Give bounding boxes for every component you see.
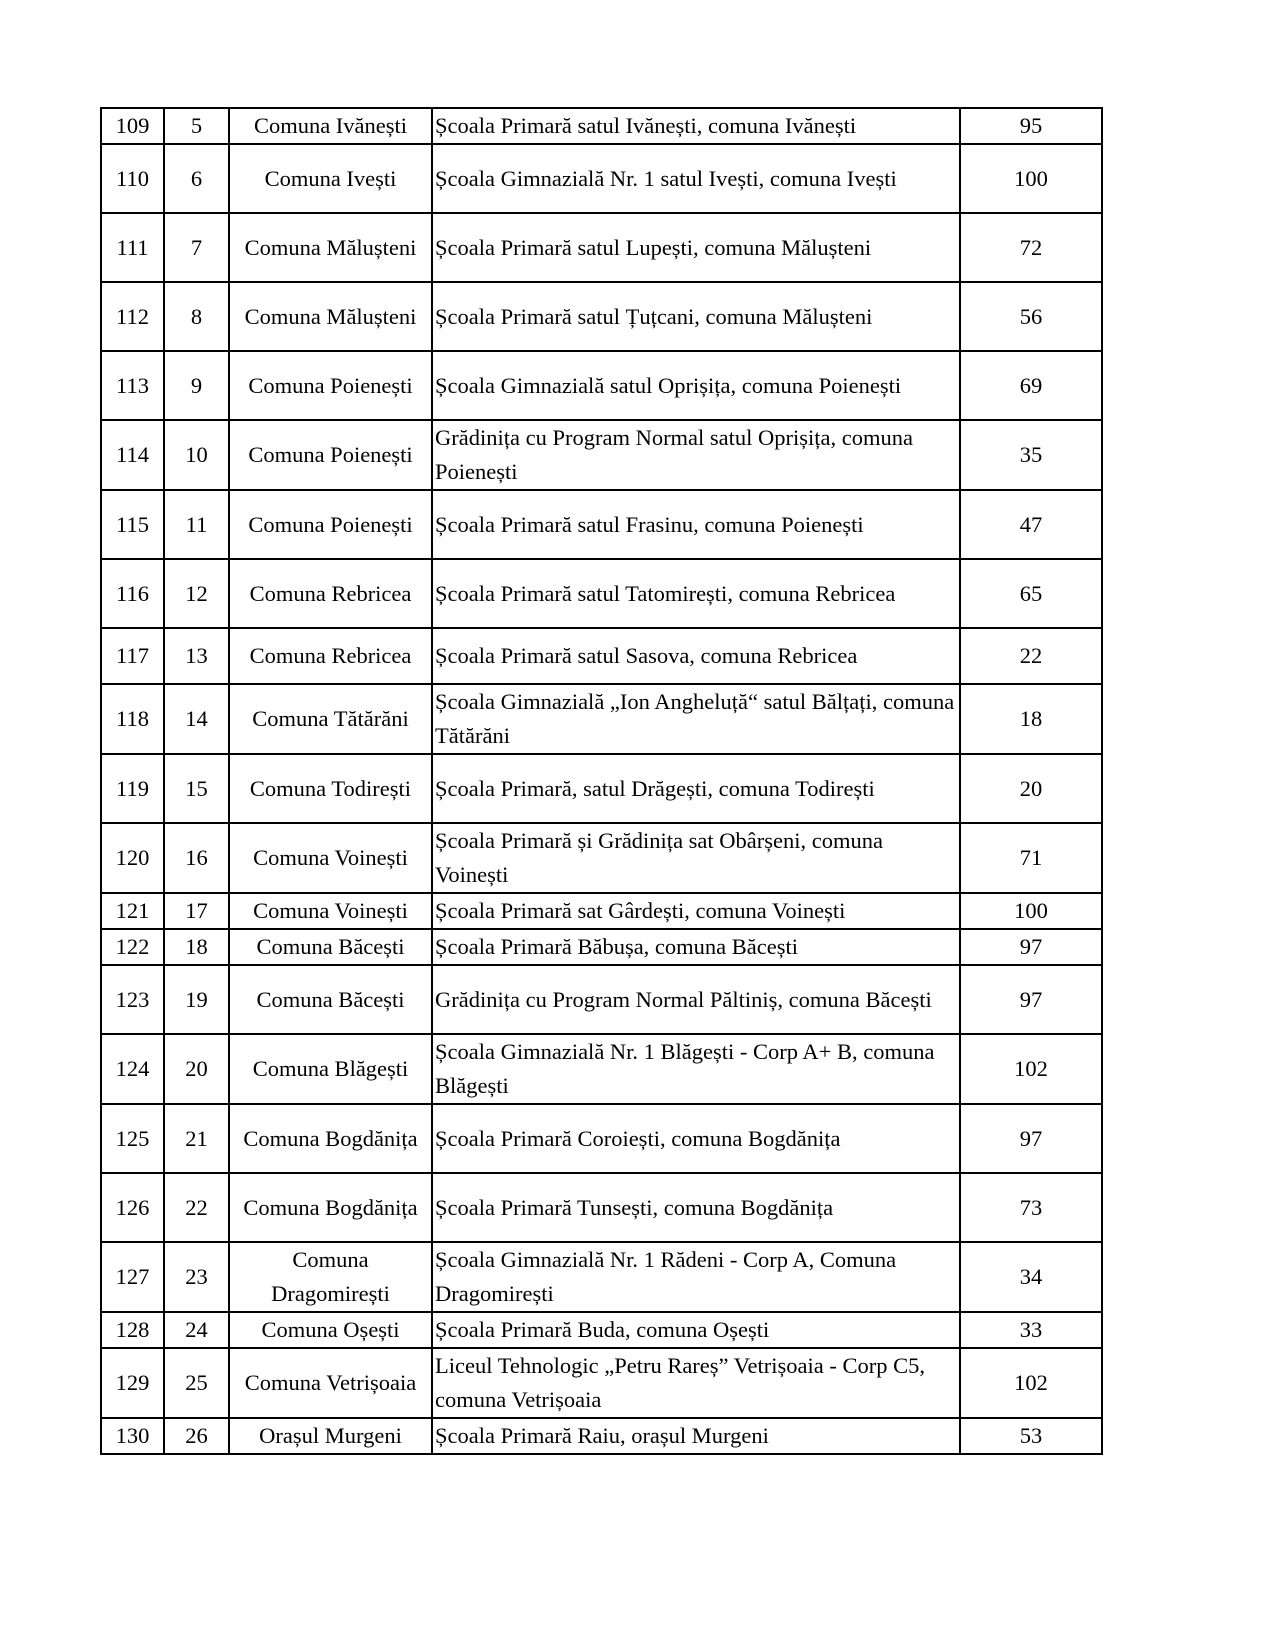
value-cell: 20 xyxy=(960,754,1102,823)
table-row xyxy=(101,559,1102,628)
locality-cell: Comuna Mălușteni xyxy=(229,282,432,351)
row-number-cell: 114 xyxy=(101,420,164,490)
row-number-cell: 130 xyxy=(101,1418,164,1454)
local-number-cell: 14 xyxy=(164,684,229,754)
local-number-cell: 11 xyxy=(164,490,229,559)
table-row xyxy=(101,965,1102,1034)
table-row xyxy=(101,823,1102,893)
local-number-cell: 22 xyxy=(164,1173,229,1242)
row-number-cell: 112 xyxy=(101,282,164,351)
table-row xyxy=(101,684,1102,754)
table-body xyxy=(101,108,1102,1454)
school-name-cell: Școala Primară Coroiești, comuna Bogdănița xyxy=(432,1104,960,1173)
value-cell: 18 xyxy=(960,684,1102,754)
local-number-cell: 18 xyxy=(164,929,229,965)
table-row xyxy=(101,1173,1102,1242)
value-cell: 102 xyxy=(960,1034,1102,1104)
locality-cell: Comuna Poienești xyxy=(229,490,432,559)
school-name-cell: Școala Primară, satul Drăgești, comuna Todirești xyxy=(432,754,960,823)
row-number-cell: 126 xyxy=(101,1173,164,1242)
locality-cell: Comuna Voinești xyxy=(229,823,432,893)
school-name-cell: Școala Primară satul Lupești, comuna Mălușteni xyxy=(432,213,960,282)
table-row xyxy=(101,1348,1102,1418)
table-row xyxy=(101,282,1102,351)
locality-cell: Comuna Băcești xyxy=(229,929,432,965)
value-cell: 71 xyxy=(960,823,1102,893)
locality-cell: Comuna Băcești xyxy=(229,965,432,1034)
value-cell: 34 xyxy=(960,1242,1102,1312)
local-number-cell: 7 xyxy=(164,213,229,282)
table-row xyxy=(101,1418,1102,1454)
local-number-cell: 21 xyxy=(164,1104,229,1173)
school-name-cell: Școala Primară și Grădinița sat Obârșeni, comuna Voinești xyxy=(432,823,960,893)
local-number-cell: 24 xyxy=(164,1312,229,1348)
value-cell: 35 xyxy=(960,420,1102,490)
table-row xyxy=(101,351,1102,420)
school-name-cell: Școala Gimnazială Nr. 1 Blăgești - Corp A+ B, comuna Blăgești xyxy=(432,1034,960,1104)
row-number-cell: 109 xyxy=(101,108,164,144)
local-number-cell: 8 xyxy=(164,282,229,351)
value-cell: 102 xyxy=(960,1348,1102,1418)
locality-cell: Comuna Mălușteni xyxy=(229,213,432,282)
table-row xyxy=(101,213,1102,282)
value-cell: 95 xyxy=(960,108,1102,144)
row-number-cell: 125 xyxy=(101,1104,164,1173)
row-number-cell: 111 xyxy=(101,213,164,282)
table-row xyxy=(101,1034,1102,1104)
table-row xyxy=(101,420,1102,490)
school-name-cell: Liceul Tehnologic „Petru Rareș” Vetrișoaia - Corp C5, comuna Vetrișoaia xyxy=(432,1348,960,1418)
school-name-cell: Școala Primară Raiu, orașul Murgeni xyxy=(432,1418,960,1454)
row-number-cell: 121 xyxy=(101,893,164,929)
row-number-cell: 110 xyxy=(101,144,164,213)
locality-cell: Comuna Rebricea xyxy=(229,559,432,628)
school-name-cell: Grădinița cu Program Normal satul Oprișița, comuna Poienești xyxy=(432,420,960,490)
locality-cell: Comuna Voinești xyxy=(229,893,432,929)
locality-cell: Comuna Poienești xyxy=(229,420,432,490)
local-number-cell: 20 xyxy=(164,1034,229,1104)
local-number-cell: 23 xyxy=(164,1242,229,1312)
locality-cell: Comuna Ivești xyxy=(229,144,432,213)
row-number-cell: 129 xyxy=(101,1348,164,1418)
row-number-cell: 128 xyxy=(101,1312,164,1348)
school-name-cell: Grădinița cu Program Normal Păltiniș, comuna Băcești xyxy=(432,965,960,1034)
table-row xyxy=(101,1242,1102,1312)
local-number-cell: 19 xyxy=(164,965,229,1034)
local-number-cell: 15 xyxy=(164,754,229,823)
school-name-cell: Școala Primară Tunsești, comuna Bogdănița xyxy=(432,1173,960,1242)
local-number-cell: 6 xyxy=(164,144,229,213)
school-name-cell: Școala Primară satul Țuțcani, comuna Mălușteni xyxy=(432,282,960,351)
local-number-cell: 16 xyxy=(164,823,229,893)
row-number-cell: 122 xyxy=(101,929,164,965)
row-number-cell: 124 xyxy=(101,1034,164,1104)
value-cell: 73 xyxy=(960,1173,1102,1242)
locality-cell: Orașul Murgeni xyxy=(229,1418,432,1454)
row-number-cell: 123 xyxy=(101,965,164,1034)
row-number-cell: 119 xyxy=(101,754,164,823)
row-number-cell: 118 xyxy=(101,684,164,754)
school-name-cell: Școala Primară satul Tatomirești, comuna Rebricea xyxy=(432,559,960,628)
local-number-cell: 9 xyxy=(164,351,229,420)
local-number-cell: 10 xyxy=(164,420,229,490)
local-number-cell: 5 xyxy=(164,108,229,144)
value-cell: 100 xyxy=(960,893,1102,929)
table-row xyxy=(101,144,1102,213)
value-cell: 97 xyxy=(960,965,1102,1034)
local-number-cell: 13 xyxy=(164,628,229,684)
value-cell: 22 xyxy=(960,628,1102,684)
value-cell: 56 xyxy=(960,282,1102,351)
locality-cell: Comuna Poienești xyxy=(229,351,432,420)
school-name-cell: Școala Primară satul Sasova, comuna Rebricea xyxy=(432,628,960,684)
school-name-cell: Școala Primară Buda, comuna Oșești xyxy=(432,1312,960,1348)
row-number-cell: 116 xyxy=(101,559,164,628)
table-row xyxy=(101,1312,1102,1348)
table-row xyxy=(101,628,1102,684)
school-name-cell: Școala Gimnazială „Ion Angheluță“ satul Bălțați, comuna Tătărăni xyxy=(432,684,960,754)
value-cell: 65 xyxy=(960,559,1102,628)
school-name-cell: Școala Gimnazială satul Oprișița, comuna Poienești xyxy=(432,351,960,420)
value-cell: 53 xyxy=(960,1418,1102,1454)
school-name-cell: Școala Gimnazială Nr. 1 Rădeni - Corp A, Comuna Dragomirești xyxy=(432,1242,960,1312)
locality-cell: Comuna Vetrișoaia xyxy=(229,1348,432,1418)
locality-cell: Comuna Bogdănița xyxy=(229,1173,432,1242)
school-name-cell: Școala Primară sat Gârdești, comuna Voinești xyxy=(432,893,960,929)
table-row xyxy=(101,1104,1102,1173)
value-cell: 97 xyxy=(960,1104,1102,1173)
locality-cell: Comuna Bogdănița xyxy=(229,1104,432,1173)
school-name-cell: Școala Primară satul Frasinu, comuna Poienești xyxy=(432,490,960,559)
schools-table xyxy=(100,107,1103,1455)
locality-cell: Comuna Ivănești xyxy=(229,108,432,144)
locality-cell: Comuna Rebricea xyxy=(229,628,432,684)
table-row xyxy=(101,929,1102,965)
row-number-cell: 115 xyxy=(101,490,164,559)
table-row xyxy=(101,754,1102,823)
locality-cell: Comuna Oșești xyxy=(229,1312,432,1348)
local-number-cell: 26 xyxy=(164,1418,229,1454)
locality-cell: Comuna Dragomirești xyxy=(229,1242,432,1312)
value-cell: 100 xyxy=(960,144,1102,213)
school-name-cell: Școala Gimnazială Nr. 1 satul Ivești, comuna Ivești xyxy=(432,144,960,213)
table-row xyxy=(101,893,1102,929)
row-number-cell: 127 xyxy=(101,1242,164,1312)
table-row xyxy=(101,490,1102,559)
school-name-cell: Școala Primară Băbușa, comuna Băcești xyxy=(432,929,960,965)
value-cell: 33 xyxy=(960,1312,1102,1348)
local-number-cell: 25 xyxy=(164,1348,229,1418)
row-number-cell: 117 xyxy=(101,628,164,684)
local-number-cell: 12 xyxy=(164,559,229,628)
school-name-cell: Școala Primară satul Ivănești, comuna Ivănești xyxy=(432,108,960,144)
row-number-cell: 120 xyxy=(101,823,164,893)
local-number-cell: 17 xyxy=(164,893,229,929)
value-cell: 72 xyxy=(960,213,1102,282)
locality-cell: Comuna Tătărăni xyxy=(229,684,432,754)
row-number-cell: 113 xyxy=(101,351,164,420)
table-row xyxy=(101,108,1102,144)
locality-cell: Comuna Blăgești xyxy=(229,1034,432,1104)
locality-cell: Comuna Todirești xyxy=(229,754,432,823)
value-cell: 97 xyxy=(960,929,1102,965)
value-cell: 69 xyxy=(960,351,1102,420)
value-cell: 47 xyxy=(960,490,1102,559)
